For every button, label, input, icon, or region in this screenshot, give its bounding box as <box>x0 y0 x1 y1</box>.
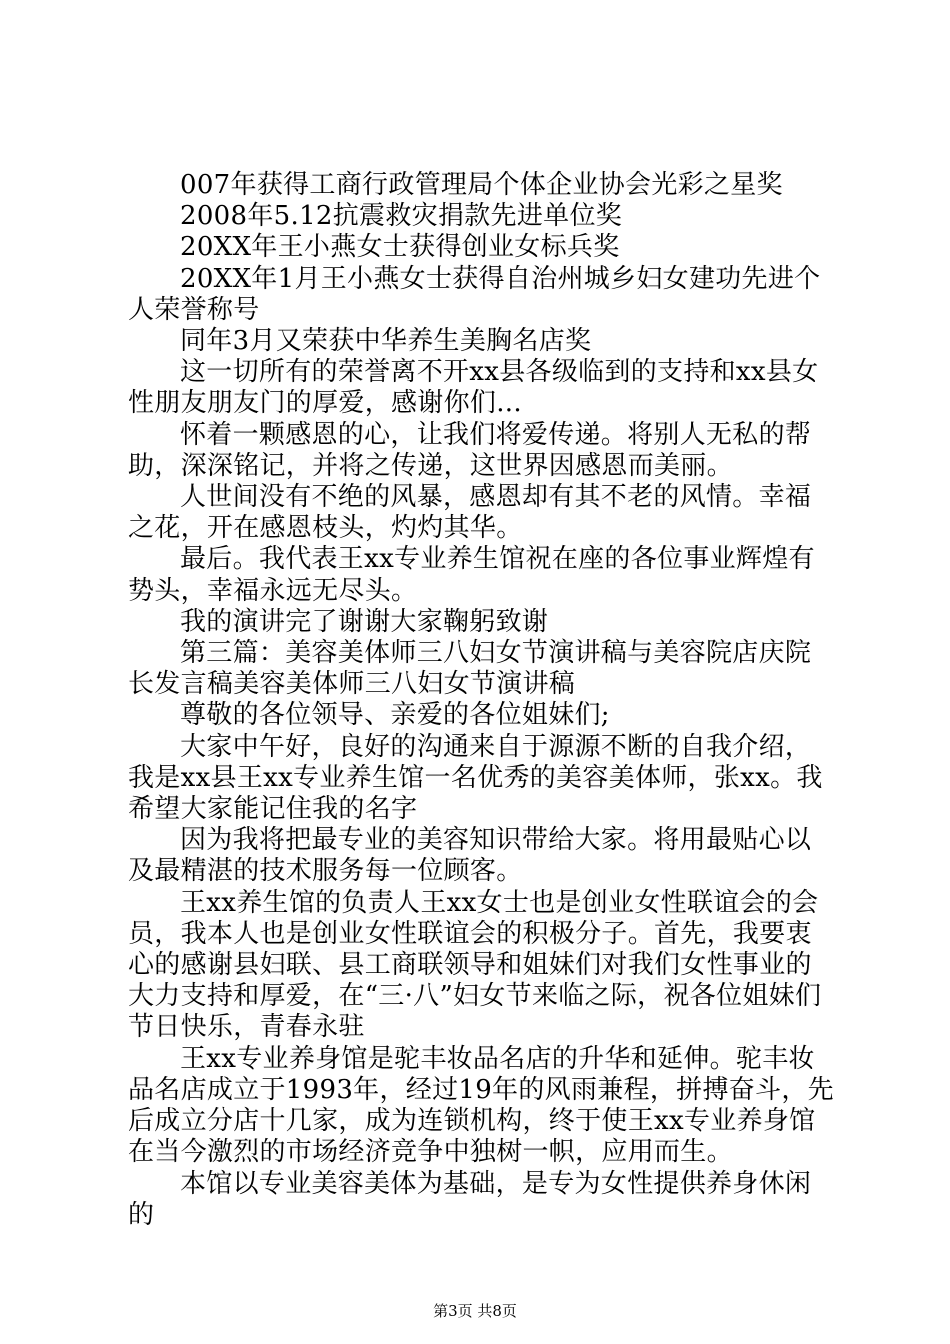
paragraph: 尊敬的各位领导、亲爱的各位姐妹们; <box>180 700 610 731</box>
paragraph: 这一切所有的荣誉离不开xx县各级临到的支持和xx县女性朋友朋友门的厚爱，感谢你们... <box>128 357 819 419</box>
section-heading: 第三篇：美容美体师三八妇女节演讲稿与美容院店庆院长发言稿美容美体师三八妇女节演讲稿 <box>128 638 812 700</box>
paragraph: 最后。我代表王xx专业养生馆祝在座的各位事业辉煌有势头，幸福永远无尽头。 <box>128 544 815 606</box>
page-footer: 第3页 共8页 <box>433 1302 517 1320</box>
paragraph: 怀着一颗感恩的心，让我们将爱传递。将别人无私的帮助，深深铭记，并将之传递，这世界因感恩而美丽。 <box>128 419 812 481</box>
paragraph: 大家中午好，良好的沟通来自于源源不断的自我介绍，我是xx县王xx专业养生馆一名优秀的美容美体师，张xx。我希望大家能记住我的名字 <box>128 731 823 825</box>
paragraph: 007年获得工商行政管理局个体企业协会光彩之星奖 <box>180 170 783 200</box>
paragraph: 20XX年王小燕女士获得创业女标兵奖 <box>180 232 620 263</box>
paragraph: 同年3月又荣获中华养生美胸名店奖 <box>180 326 592 357</box>
paragraph: 本馆以专业美容美体为基础，是专为女性提供养身休闲的 <box>128 1168 812 1230</box>
paragraph: 王xx养生馆的负责人王xx女士也是创业女性联谊会的会员，我本人也是创业女性联谊会的积极分子。首先，我要衷心的感谢县妇联、县工商联领导和姐妹们对我们女性事业的大力支持和厚爱，在“三·八”妇女节来临之际，祝各位姐妹们节日快乐，青春永驻 <box>128 887 822 1043</box>
paragraph: 因为我将把最专业的美容知识带给大家。将用最贴心以及最精湛的技术服务每一位顾客。 <box>128 825 812 887</box>
document-body <box>128 170 834 1231</box>
paragraph: 人世间没有不绝的风暴，感恩却有其不老的风情。幸福之花，开在感恩枝头，灼灼其华。 <box>128 482 812 544</box>
paragraph: 王xx专业养身馆是驼丰妆品名店的升华和延伸。驼丰妆品名店成立于1993年，经过19年的风雨兼程，拼搏奋斗，先后成立分店十几家，成为连锁机构，终于使王xx专业养身馆在当今激烈的市场经济竞争中独树一帜，应用而生。 <box>128 1043 834 1168</box>
paragraph: 我的演讲完了谢谢大家鞠躬致谢 <box>180 606 549 637</box>
paragraph: 20XX年1月王小燕女士获得自治州城乡妇女建功先进个人荣誉称号 <box>128 263 821 325</box>
paragraph: 2008年5.12抗震救灾捐款先进单位奖 <box>180 201 623 232</box>
